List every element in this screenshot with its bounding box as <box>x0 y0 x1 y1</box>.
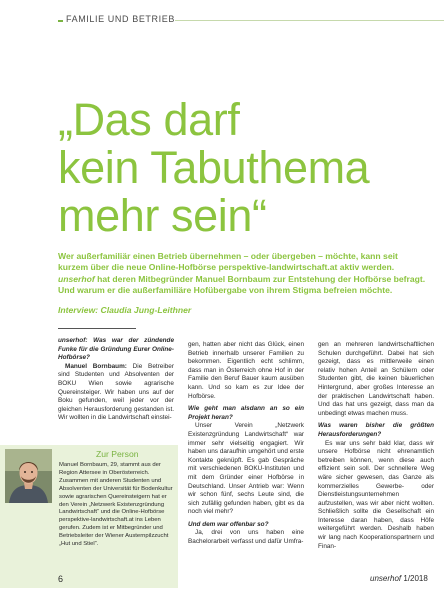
paragraph: gen an mehreren landwirtschaftlichen Schulen durchgeführt. Dabei hat sich gezeigt, dass es mittlerweile einen relativ hohen Anteil an Schülern oder Studenten gibt, die keinen bäuerlichen Hintergrund, aber großes Interesse an der praktischen Landwirtschaft haben. Und das hat uns gezeigt, dass man da unbedingt etwas machen muss. <box>318 341 434 417</box>
article-column-2 <box>188 341 304 547</box>
section-rule-left <box>58 20 63 22</box>
footer-magazine <box>370 574 428 583</box>
question-1: unserhof: Was war der zündende Funke für die Gründung Eurer Online-Hofbörse? <box>58 337 174 362</box>
lead-magazine-name: unserhof <box>58 273 95 284</box>
answer-1-speaker: Manuel Bornbaum: <box>65 362 127 370</box>
paragraph: Es war uns sehr bald klar, dass wir unsere Hofbörse nicht ehrenamtlich betreiben können, wenn diese auch effizient sein soll. Der schnellere Weg wäre sicher gewesen, das Ganze als kommerzielles Gewerbe- oder Dienstleistungsunternehmen aufzustellen, was wir aber nicht wollten. Schließlich sollte die Gesellschaft ein Interesse daran haben, dass Höfe weitergeführt werden. Deshalb haben wir lang nach Kooperationspartnern und Finan- <box>318 439 434 550</box>
question-4: Was waren bisher die größten Herausforderungen? <box>318 422 434 438</box>
lead-text-2: hat deren Mitbegründer Manuel Bornbaum zur Entstehung der Hofbörse befragt. Und warum er die außerfamiliäre Hofübergabe von ihrem Stigma befreien möchte. <box>58 273 426 295</box>
page-number: 6 <box>58 574 64 584</box>
footer-magazine-name: unserhof <box>370 574 402 583</box>
headline-line-2: kein Tabuthema <box>58 142 370 193</box>
lead-text-1: Wer außerfamiliär einen Betrieb übernehmen – oder übergeben – möchte, kann seit kurzem über die neue Online-Hofbörse perspektive-landwirtschaft.at aktiv werden. <box>58 251 398 273</box>
lead-paragraph <box>58 251 430 296</box>
article-column-1 <box>58 337 174 423</box>
headline-line-3: mehr sein“ <box>58 190 267 241</box>
sidebar-text: Manuel Bornbaum, 29, stammt aus der Region Attersee in Oberösterreich. Zusammen mit anderen Studenten und Absolventen der Universität für Bodenkultur sowie agrarischen Quereinsteigern hat er den Verein „Netzwerk Existenzgründung Landwirtschaft“ und die Online-Hofbörse perspektive-landwirtschaft.at ins Leben gerufen. Zudem ist er Mitbegründer und Betriebsleiter der Wiener Austernpilzzucht „Hut und Stiel“. <box>59 462 173 548</box>
article-column-3 <box>318 341 434 551</box>
footer-issue: 1/2018 <box>401 574 428 583</box>
headline-line-1: „Das darf <box>58 94 240 145</box>
paragraph: Ja, drei von uns haben eine Bachelorarbeit verfasst und dafür Umfra- <box>188 529 304 546</box>
question-2: Wie geht man alsdann an so ein Projekt heran? <box>188 405 304 421</box>
portrait-photo <box>5 449 52 503</box>
answer-1-text: Die Betreiber sind Studenten und Absolventen der BOKU Wien sowie agrarische Quereinsteiger. Wir haben uns auf der Boku gefunden, weil jeder vor der gleichen Herausforderung gestanden ist. Wir wollten in die Landwirtschaft einstei- <box>58 362 174 422</box>
answer-1 <box>58 363 174 423</box>
question-3: Und dem war offenbar so? <box>188 520 269 528</box>
divider <box>58 328 136 329</box>
section-label: FAMILIE UND BETRIEB <box>66 14 175 24</box>
section-rule-right <box>175 20 444 21</box>
paragraph: Unser Verein „Netzwerk Existenzgründung Landwirtschaft“ war immer sehr vielseitig engagiert. Wir haben uns daraufhin umgehört und erste Kontakte geknüpft. Es gab Gespräche mit verschiedenen BOKU-Instituten und mit dem Gründer einer Hofbörse in Deutschland. Unser Antrieb war: Wenn wir schon fünf, sechs Leute sind, die sich zufällig gefunden haben, gibt es da noch viel mehr? <box>188 422 304 516</box>
sidebar-title: Zur Person <box>96 449 139 459</box>
paragraph: gen, hatten aber nicht das Glück, einen Betrieb innerhalb unserer Familien zu bekommen. Eigentlich echt schlimm, dass man in Österreich ohne Hof in der Familie den Beruf Bauer kaum ausüben kann. Und so kam es zur Idee der Hofbörse. <box>188 341 304 400</box>
interview-credit: Interview: Claudia Jung-Leithner <box>58 305 192 315</box>
